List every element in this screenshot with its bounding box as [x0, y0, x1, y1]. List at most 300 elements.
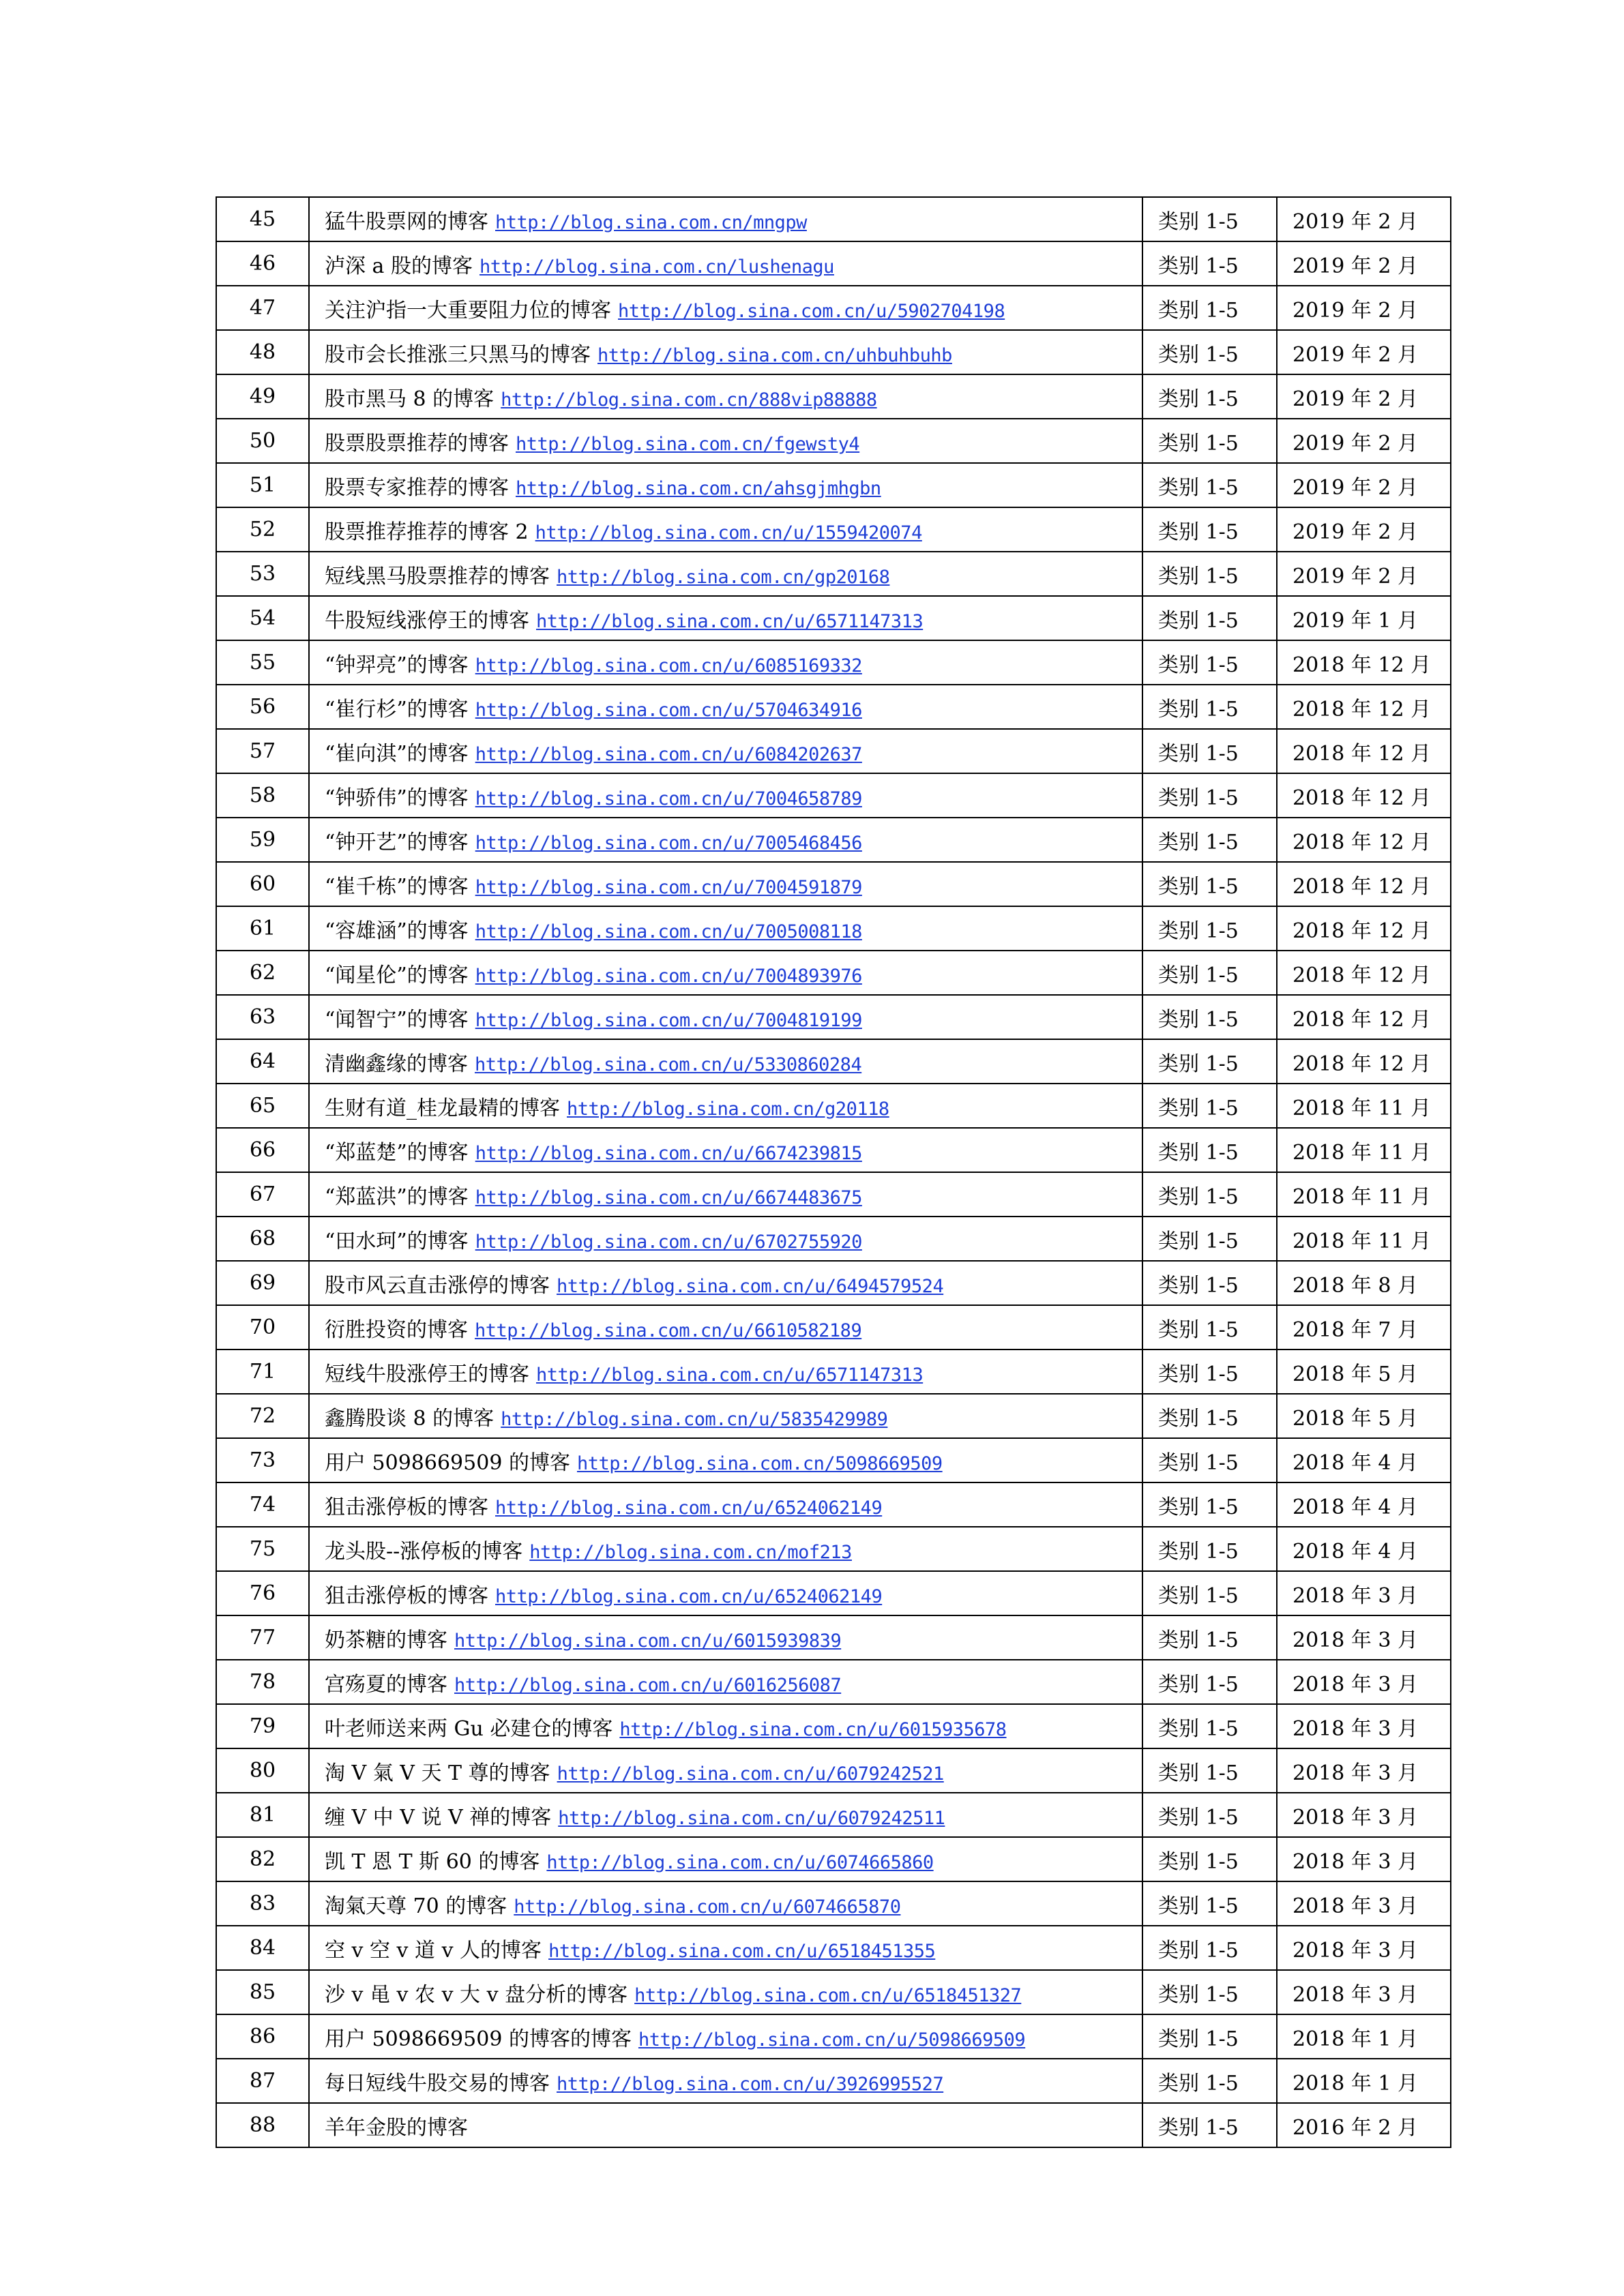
blog-cell [309, 1217, 1142, 1261]
blog-cell [309, 1615, 1142, 1660]
blog-name: 沙 v 黾 v 农 v 大 v 盘分析的博客 [325, 1982, 628, 2007]
category-cell: 类别 1-5 [1142, 552, 1277, 596]
row-number: 71 [216, 1350, 309, 1394]
blog-url-link[interactable]: http://blog.sina.com.cn/u/7005468456 [475, 832, 862, 854]
blog-name: 空 v 空 v 道 v 人的博客 [325, 1938, 542, 1963]
blog-url-link[interactable]: http://blog.sina.com.cn/888vip88888 [501, 389, 877, 411]
blog-name: 狙击涨停板的博客 [325, 1495, 488, 1519]
table-row [216, 773, 1451, 818]
table-row [216, 596, 1451, 640]
date-cell: 2018 年 12 月 [1277, 818, 1451, 862]
blog-cell [309, 419, 1142, 463]
date-cell: 2018 年 7 月 [1277, 1305, 1451, 1350]
date-cell: 2019 年 2 月 [1277, 330, 1451, 374]
blog-url-link[interactable]: http://blog.sina.com.cn/u/7004893976 [475, 965, 862, 987]
blog-url-link[interactable]: http://blog.sina.com.cn/u/5704634916 [475, 699, 862, 721]
blog-url-link[interactable]: http://blog.sina.com.cn/u/7004658789 [475, 788, 862, 809]
row-number: 50 [216, 419, 309, 463]
date-cell: 2019 年 2 月 [1277, 507, 1451, 552]
blog-name: “田水珂”的博客 [325, 1229, 469, 1253]
blog-name: 短线牛股涨停王的博客 [325, 1362, 529, 1386]
category-cell: 类别 1-5 [1142, 1704, 1277, 1748]
table-row [216, 1305, 1451, 1350]
row-number: 84 [216, 1926, 309, 1970]
blog-cell [309, 507, 1142, 552]
category-cell: 类别 1-5 [1142, 1660, 1277, 1704]
date-cell: 2018 年 3 月 [1277, 1615, 1451, 1660]
table-row [216, 1837, 1451, 1881]
table-row [216, 951, 1451, 995]
table-row [216, 1527, 1451, 1571]
date-cell: 2018 年 11 月 [1277, 1172, 1451, 1217]
blog-url-link[interactable]: http://blog.sina.com.cn/u/6015939839 [454, 1630, 842, 1652]
blog-cell [309, 1748, 1142, 1793]
row-number: 60 [216, 862, 309, 906]
blog-name: 狙击涨停板的博客 [325, 1583, 488, 1608]
blog-cell [309, 1172, 1142, 1217]
table-row [216, 1970, 1451, 2014]
blog-name: 鑫腾股谈 8 的博客 [325, 1406, 494, 1431]
category-cell: 类别 1-5 [1142, 419, 1277, 463]
blog-url-link[interactable]: http://blog.sina.com.cn/u/5330860284 [475, 1054, 862, 1075]
blog-cell [309, 1571, 1142, 1615]
blog-name: 股票股票推荐的博客 [325, 431, 509, 456]
date-cell: 2018 年 12 月 [1277, 773, 1451, 818]
category-cell: 类别 1-5 [1142, 685, 1277, 729]
blog-cell [309, 1438, 1142, 1482]
date-cell: 2018 年 1 月 [1277, 2014, 1451, 2059]
blog-name: “郑蓝洪”的博客 [325, 1184, 469, 1209]
row-number: 59 [216, 818, 309, 862]
blog-cell [309, 773, 1142, 818]
blog-url-link[interactable]: http://blog.sina.com.cn/u/6518451327 [634, 1984, 1022, 2006]
blog-cell [309, 729, 1142, 773]
blog-name: 股市会长推涨三只黑马的博客 [325, 342, 591, 367]
row-number: 64 [216, 1039, 309, 1084]
date-cell: 2018 年 12 月 [1277, 951, 1451, 995]
table-row [216, 818, 1451, 862]
blog-cell [309, 241, 1142, 286]
blog-name: 生财有道_桂龙最精的博客 [325, 1096, 560, 1120]
blog-cell [309, 374, 1142, 419]
row-number: 86 [216, 2014, 309, 2059]
blog-cell [309, 1926, 1142, 1970]
row-number: 67 [216, 1172, 309, 1217]
blog-url-link[interactable]: http://blog.sina.com.cn/fgewsty4 [516, 433, 860, 455]
category-cell: 类别 1-5 [1142, 596, 1277, 640]
category-cell: 类别 1-5 [1142, 1970, 1277, 2014]
category-cell: 类别 1-5 [1142, 1527, 1277, 1571]
date-cell: 2018 年 3 月 [1277, 1748, 1451, 1793]
date-cell: 2018 年 3 月 [1277, 1704, 1451, 1748]
blog-cell [309, 2014, 1142, 2059]
blog-url-link[interactable]: http://blog.sina.com.cn/gp20168 [557, 566, 890, 588]
date-cell: 2018 年 5 月 [1277, 1394, 1451, 1438]
date-cell: 2018 年 3 月 [1277, 1970, 1451, 2014]
date-cell: 2018 年 5 月 [1277, 1350, 1451, 1394]
blog-name: 用户 5098669509 的博客的博客 [325, 2027, 632, 2051]
blog-url-link[interactable]: http://blog.sina.com.cn/u/6079242521 [557, 1763, 944, 1785]
category-cell: 类别 1-5 [1142, 197, 1277, 241]
blog-cell [309, 862, 1142, 906]
category-cell: 类别 1-5 [1142, 241, 1277, 286]
category-cell: 类别 1-5 [1142, 1172, 1277, 1217]
blog-cell [309, 685, 1142, 729]
table-row [216, 2103, 1451, 2147]
blog-url-link[interactable]: http://blog.sina.com.cn/u/5902704198 [618, 300, 1005, 322]
row-number: 87 [216, 2059, 309, 2103]
table-row [216, 1039, 1451, 1084]
category-cell: 类别 1-5 [1142, 729, 1277, 773]
blog-cell [309, 463, 1142, 507]
blog-cell [309, 1482, 1142, 1527]
row-number: 51 [216, 463, 309, 507]
row-number: 49 [216, 374, 309, 419]
blog-name: “崔千栋”的博客 [325, 874, 469, 899]
category-cell: 类别 1-5 [1142, 1039, 1277, 1084]
blog-url-link[interactable]: http://blog.sina.com.cn/u/6084202637 [475, 743, 862, 765]
blog-url-link[interactable]: http://blog.sina.com.cn/ahsgjmhgbn [516, 477, 881, 499]
date-cell: 2018 年 3 月 [1277, 1571, 1451, 1615]
date-cell: 2018 年 12 月 [1277, 862, 1451, 906]
blog-url-link[interactable]: http://blog.sina.com.cn/u/6016256087 [454, 1674, 842, 1696]
blog-name: “钟开艺”的博客 [325, 830, 469, 854]
category-cell: 类别 1-5 [1142, 1084, 1277, 1128]
category-cell: 类别 1-5 [1142, 2103, 1277, 2147]
table-row [216, 1438, 1451, 1482]
category-cell: 类别 1-5 [1142, 951, 1277, 995]
blog-url-link[interactable]: http://blog.sina.com.cn/u/6015935678 [619, 1718, 1007, 1740]
blog-name: 股票专家推荐的博客 [325, 475, 509, 500]
table-row [216, 1571, 1451, 1615]
row-number: 72 [216, 1394, 309, 1438]
blog-name: “郑蓝楚”的博客 [325, 1140, 469, 1165]
blog-url-link[interactable]: http://blog.sina.com.cn/uhbuhbuhb [597, 344, 952, 366]
row-number: 62 [216, 951, 309, 995]
blog-url-link[interactable]: http://blog.sina.com.cn/u/6074665860 [546, 1851, 934, 1873]
blog-url-link[interactable]: http://blog.sina.com.cn/u/5835429989 [501, 1408, 888, 1430]
blog-name: 牛股短线涨停王的博客 [325, 608, 529, 633]
category-cell: 类别 1-5 [1142, 906, 1277, 951]
blog-name: “钟骄伟”的博客 [325, 786, 469, 810]
blog-url-link[interactable]: http://blog.sina.com.cn/lushenagu [479, 256, 834, 278]
date-cell: 2018 年 3 月 [1277, 1926, 1451, 1970]
row-number: 80 [216, 1748, 309, 1793]
blog-cell [309, 906, 1142, 951]
blog-cell [309, 818, 1142, 862]
blog-cell [309, 596, 1142, 640]
table-row [216, 1615, 1451, 1660]
blog-name: 清幽鑫缘的博客 [325, 1052, 468, 1076]
blog-url-link[interactable]: http://blog.sina.com.cn/u/3926995527 [557, 2073, 944, 2095]
row-number: 55 [216, 640, 309, 685]
row-number: 66 [216, 1128, 309, 1172]
category-cell: 类别 1-5 [1142, 286, 1277, 330]
date-cell: 2019 年 2 月 [1277, 463, 1451, 507]
date-cell: 2018 年 8 月 [1277, 1261, 1451, 1305]
blog-cell [309, 286, 1142, 330]
table-row [216, 1926, 1451, 1970]
table-row [216, 419, 1451, 463]
date-cell: 2019 年 2 月 [1277, 419, 1451, 463]
date-cell: 2018 年 3 月 [1277, 1837, 1451, 1881]
blog-name: 猛牛股票网的博客 [325, 209, 488, 234]
row-number: 82 [216, 1837, 309, 1881]
table-row [216, 1261, 1451, 1305]
blog-url-link[interactable]: http://blog.sina.com.cn/u/6571147313 [536, 610, 924, 632]
row-number: 48 [216, 330, 309, 374]
row-number: 74 [216, 1482, 309, 1527]
blog-name: 淘 V 氣 V 天 T 尊的博客 [325, 1761, 550, 1785]
table-row [216, 1217, 1451, 1261]
blog-cell [309, 1261, 1142, 1305]
table-row [216, 1793, 1451, 1837]
row-number: 79 [216, 1704, 309, 1748]
table-row [216, 463, 1451, 507]
row-number: 58 [216, 773, 309, 818]
blog-cell [309, 1881, 1142, 1926]
blog-cell [309, 197, 1142, 241]
blog-url-link[interactable]: http://blog.sina.com.cn/u/6674483675 [475, 1187, 862, 1208]
table-row [216, 1482, 1451, 1527]
category-cell: 类别 1-5 [1142, 1571, 1277, 1615]
table-row [216, 2059, 1451, 2103]
blog-url-link[interactable]: http://blog.sina.com.cn/u/1559420074 [535, 522, 922, 543]
table-row [216, 729, 1451, 773]
blog-name: “闻智宁”的博客 [325, 1007, 469, 1032]
blog-name: “崔行杉”的博客 [325, 697, 469, 721]
blog-name: 淘氣天尊 70 的博客 [325, 1894, 507, 1918]
table-row [216, 995, 1451, 1039]
blog-url-link[interactable]: http://blog.sina.com.cn/u/6524062149 [495, 1585, 883, 1607]
blog-url-link[interactable]: http://blog.sina.com.cn/u/6074665870 [514, 1896, 901, 1918]
blog-url-link[interactable]: http://blog.sina.com.cn/u/6079242511 [558, 1807, 945, 1829]
table-row [216, 862, 1451, 906]
row-number: 88 [216, 2103, 309, 2147]
row-number: 63 [216, 995, 309, 1039]
table-row [216, 685, 1451, 729]
category-cell: 类别 1-5 [1142, 1438, 1277, 1482]
row-number: 54 [216, 596, 309, 640]
date-cell: 2019 年 2 月 [1277, 374, 1451, 419]
date-cell: 2018 年 12 月 [1277, 729, 1451, 773]
blog-name: 宫殇夏的博客 [325, 1672, 447, 1697]
row-number: 83 [216, 1881, 309, 1926]
table-row [216, 552, 1451, 596]
category-cell: 类别 1-5 [1142, 1217, 1277, 1261]
category-cell: 类别 1-5 [1142, 1482, 1277, 1527]
date-cell: 2018 年 12 月 [1277, 1039, 1451, 1084]
row-number: 46 [216, 241, 309, 286]
table-row [216, 906, 1451, 951]
category-cell: 类别 1-5 [1142, 1128, 1277, 1172]
category-cell: 类别 1-5 [1142, 2014, 1277, 2059]
row-number: 75 [216, 1527, 309, 1571]
row-number: 53 [216, 552, 309, 596]
row-number: 76 [216, 1571, 309, 1615]
category-cell: 类别 1-5 [1142, 1881, 1277, 1926]
date-cell: 2019 年 2 月 [1277, 552, 1451, 596]
blog-name: “崔向淇”的博客 [325, 741, 469, 766]
date-cell: 2018 年 11 月 [1277, 1217, 1451, 1261]
category-cell: 类别 1-5 [1142, 995, 1277, 1039]
blog-url-link[interactable]: http://blog.sina.com.cn/u/7004819199 [475, 1009, 862, 1031]
date-cell: 2019 年 2 月 [1277, 286, 1451, 330]
table-row [216, 2014, 1451, 2059]
table-row [216, 1704, 1451, 1748]
date-cell: 2018 年 12 月 [1277, 995, 1451, 1039]
date-cell: 2018 年 4 月 [1277, 1438, 1451, 1482]
row-number: 68 [216, 1217, 309, 1261]
blog-name: 每日短线牛股交易的博客 [325, 2071, 550, 2096]
category-cell: 类别 1-5 [1142, 463, 1277, 507]
category-cell: 类别 1-5 [1142, 1394, 1277, 1438]
row-number: 69 [216, 1261, 309, 1305]
row-number: 81 [216, 1793, 309, 1837]
table-row [216, 1172, 1451, 1217]
table-row [216, 1881, 1451, 1926]
date-cell: 2018 年 12 月 [1277, 906, 1451, 951]
blog-cell [309, 1793, 1142, 1837]
blog-name: 衍胜投资的博客 [325, 1317, 468, 1342]
blog-name: “容雄涵”的博客 [325, 919, 469, 943]
row-number: 57 [216, 729, 309, 773]
blog-cell [309, 1704, 1142, 1748]
blog-url-link[interactable]: http://blog.sina.com.cn/u/6085169332 [475, 655, 862, 676]
blog-name: 短线黑马股票推荐的博客 [325, 564, 550, 588]
row-number: 56 [216, 685, 309, 729]
category-cell: 类别 1-5 [1142, 818, 1277, 862]
blog-url-link[interactable]: http://blog.sina.com.cn/u/7004591879 [475, 876, 862, 898]
blog-name: 股市风云直击涨停的博客 [325, 1273, 550, 1298]
table-row [216, 640, 1451, 685]
blog-name: “钟羿亮”的博客 [325, 653, 469, 677]
category-cell: 类别 1-5 [1142, 1837, 1277, 1881]
date-cell: 2018 年 11 月 [1277, 1128, 1451, 1172]
category-cell: 类别 1-5 [1142, 1748, 1277, 1793]
date-cell: 2018 年 3 月 [1277, 1793, 1451, 1837]
table-row [216, 1394, 1451, 1438]
table-row [216, 1660, 1451, 1704]
blog-name: 羊年金股的博客 [325, 2115, 468, 2140]
row-number: 77 [216, 1615, 309, 1660]
blog-cell [309, 1527, 1142, 1571]
date-cell: 2019 年 2 月 [1277, 241, 1451, 286]
blog-cell [309, 2059, 1142, 2103]
blog-name: 龙头股--涨停板的博客 [325, 1539, 523, 1564]
blog-list-body [216, 197, 1451, 2147]
blog-url-link[interactable]: http://blog.sina.com.cn/u/6674239815 [475, 1142, 862, 1164]
row-number: 78 [216, 1660, 309, 1704]
category-cell: 类别 1-5 [1142, 773, 1277, 818]
table-row [216, 1128, 1451, 1172]
blog-cell [309, 951, 1142, 995]
category-cell: 类别 1-5 [1142, 1305, 1277, 1350]
table-row [216, 197, 1451, 241]
blog-name: 泸深 a 股的博客 [325, 254, 473, 278]
blog-url-link[interactable]: http://blog.sina.com.cn/u/6610582189 [475, 1320, 862, 1341]
blog-url-link[interactable]: http://blog.sina.com.cn/u/6518451355 [548, 1940, 936, 1962]
table-row [216, 1084, 1451, 1128]
date-cell: 2018 年 4 月 [1277, 1527, 1451, 1571]
blog-url-link[interactable]: http://blog.sina.com.cn/mngpw [495, 211, 807, 233]
blog-url-link[interactable]: http://blog.sina.com.cn/u/6494579524 [557, 1275, 944, 1297]
blog-name: “闻星伦”的博客 [325, 963, 469, 987]
row-number: 70 [216, 1305, 309, 1350]
category-cell: 类别 1-5 [1142, 330, 1277, 374]
blog-url-link[interactable]: http://blog.sina.com.cn/5098669509 [576, 1452, 943, 1474]
blog-cell [309, 1394, 1142, 1438]
blog-cell [309, 1128, 1142, 1172]
blog-cell [309, 1084, 1142, 1128]
category-cell: 类别 1-5 [1142, 374, 1277, 419]
blog-cell [309, 2103, 1142, 2147]
category-cell: 类别 1-5 [1142, 1350, 1277, 1394]
blog-cell [309, 1660, 1142, 1704]
date-cell: 2016 年 2 月 [1277, 2103, 1451, 2147]
blog-name: 股市黑马 8 的博客 [325, 387, 494, 411]
row-number: 65 [216, 1084, 309, 1128]
table-row [216, 1350, 1451, 1394]
blog-cell [309, 1970, 1142, 2014]
blog-cell [309, 330, 1142, 374]
blog-cell [309, 1305, 1142, 1350]
category-cell: 类别 1-5 [1142, 862, 1277, 906]
row-number: 45 [216, 197, 309, 241]
date-cell: 2019 年 1 月 [1277, 596, 1451, 640]
blog-url-link[interactable]: http://blog.sina.com.cn/u/6571147313 [536, 1364, 924, 1386]
blog-cell [309, 995, 1142, 1039]
blog-name: 用户 5098669509 的博客 [325, 1450, 570, 1475]
blog-cell [309, 1350, 1142, 1394]
date-cell: 2018 年 3 月 [1277, 1660, 1451, 1704]
table-row [216, 374, 1451, 419]
row-number: 52 [216, 507, 309, 552]
blog-url-link[interactable]: http://blog.sina.com.cn/u/5098669509 [638, 2029, 1026, 2051]
row-number: 85 [216, 1970, 309, 2014]
blog-url-link[interactable]: http://blog.sina.com.cn/u/6524062149 [495, 1497, 883, 1519]
blog-cell [309, 640, 1142, 685]
row-number: 61 [216, 906, 309, 951]
date-cell: 2018 年 12 月 [1277, 685, 1451, 729]
blog-cell [309, 1039, 1142, 1084]
date-cell: 2018 年 11 月 [1277, 1084, 1451, 1128]
blog-url-link[interactable]: http://blog.sina.com.cn/g20118 [567, 1098, 889, 1120]
table-row [216, 330, 1451, 374]
date-cell: 2018 年 12 月 [1277, 640, 1451, 685]
category-cell: 类别 1-5 [1142, 507, 1277, 552]
date-cell: 2018 年 3 月 [1277, 1881, 1451, 1926]
table-row [216, 1748, 1451, 1793]
blog-name: 关注沪指一大重要阻力位的博客 [325, 298, 611, 323]
blog-cell [309, 1837, 1142, 1881]
blog-name: 奶茶糖的博客 [325, 1628, 447, 1652]
date-cell: 2019 年 2 月 [1277, 197, 1451, 241]
blog-url-link[interactable]: http://blog.sina.com.cn/u/6702755920 [475, 1231, 862, 1253]
category-cell: 类别 1-5 [1142, 2059, 1277, 2103]
blog-cell [309, 552, 1142, 596]
category-cell: 类别 1-5 [1142, 1926, 1277, 1970]
date-cell: 2018 年 1 月 [1277, 2059, 1451, 2103]
date-cell: 2018 年 4 月 [1277, 1482, 1451, 1527]
category-cell: 类别 1-5 [1142, 1793, 1277, 1837]
table-row [216, 241, 1451, 286]
row-number: 73 [216, 1438, 309, 1482]
blog-url-link[interactable]: http://blog.sina.com.cn/mof213 [529, 1541, 852, 1563]
blog-name: 凯 T 恩 T 斯 60 的博客 [325, 1849, 540, 1874]
category-cell: 类别 1-5 [1142, 640, 1277, 685]
blog-url-link[interactable]: http://blog.sina.com.cn/u/7005008118 [475, 921, 862, 942]
